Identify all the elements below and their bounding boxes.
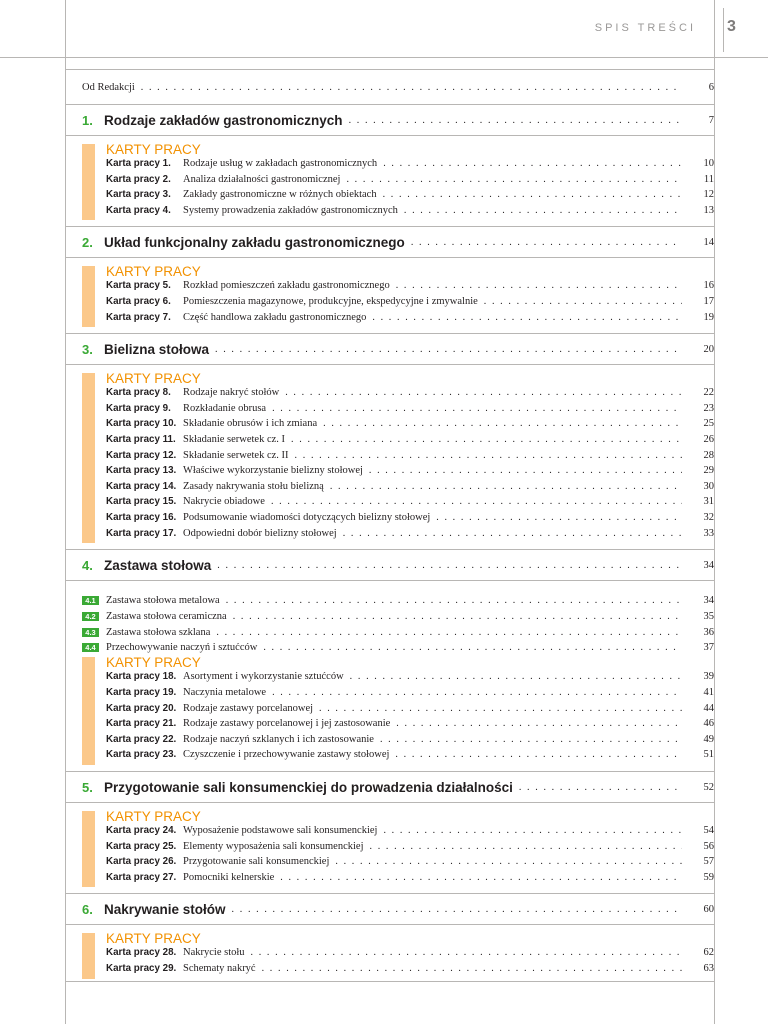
dot-leader: [383, 189, 682, 200]
dot-leader: [404, 205, 682, 216]
worksheet-title: Przygotowanie sali konsumenckiej: [183, 856, 330, 868]
worksheet-entry[interactable]: [106, 403, 714, 419]
karty-group: [106, 931, 714, 978]
dot-leader: [519, 782, 682, 793]
worksheet-label: Karta pracy 19.: [106, 687, 177, 699]
chapter-title: Przygotowanie sali konsumenckiej do prowadzenia działalności: [104, 779, 513, 795]
chapter-content-block: [66, 925, 714, 984]
worksheet-title: Składanie serwetek cz. I: [183, 433, 286, 445]
worksheet-page: 32: [703, 511, 714, 523]
chapter-entry[interactable]: [66, 227, 714, 257]
karty-accent-bar: [82, 266, 95, 327]
worksheet-page: 31: [703, 496, 714, 508]
subsection-page: 35: [703, 610, 714, 622]
dot-leader: [319, 703, 682, 714]
worksheet-label: Karta pracy 7.: [106, 311, 171, 323]
karty-pracy-heading: KARTY PRACY: [106, 371, 201, 387]
worksheet-entry[interactable]: [106, 418, 714, 434]
karty-accent-bar: [82, 144, 95, 220]
chapter-number: 5.: [82, 779, 93, 795]
worksheet-label: Karta pracy 10.: [106, 418, 177, 430]
chapter-title: Bielizna stołowa: [104, 341, 210, 357]
worksheet-label: Karta pracy 13.: [106, 465, 177, 477]
worksheet-page: 16: [703, 280, 714, 292]
dot-leader: [383, 825, 682, 836]
worksheet-entry[interactable]: [106, 481, 714, 497]
dot-leader: [280, 872, 682, 883]
page-number: 3: [727, 18, 736, 35]
karty-accent-bar: [82, 811, 95, 887]
worksheet-page: 63: [703, 963, 714, 974]
worksheet-entry[interactable]: [106, 749, 714, 765]
worksheet-entry[interactable]: [106, 174, 714, 190]
worksheet-label: Karta pracy 26.: [106, 856, 177, 868]
dot-leader: [232, 904, 682, 915]
intro-page: 6: [708, 81, 714, 93]
dot-leader: [350, 671, 682, 682]
worksheet-title: Odpowiedni dobór bielizny stołowej: [183, 527, 337, 539]
worksheet-label: Karta pracy 14.: [106, 480, 177, 492]
worksheet-page: 57: [703, 856, 714, 868]
subsection-title: Przechowywanie naczyń i sztućców: [106, 642, 258, 654]
worksheet-title: Składanie obrusów i ich zmiana: [183, 418, 318, 430]
dot-leader: [370, 841, 683, 852]
worksheet-label: Karta pracy 20.: [106, 702, 177, 714]
worksheet-label: Karta pracy 27.: [106, 871, 177, 883]
dot-leader: [323, 418, 682, 429]
worksheet-page: 33: [703, 527, 714, 539]
dot-leader: [395, 749, 682, 760]
chapter-number: 1.: [82, 112, 93, 128]
worksheet-title: Rodzaje usług w zakładach gastronomicznych: [183, 158, 378, 169]
chapter-entry[interactable]: [66, 894, 714, 924]
worksheet-title: Rodzaje naczyń szklanych i ich zastosowanie: [183, 733, 374, 745]
chapter-content-block: [66, 803, 714, 893]
worksheet-label: Karta pracy 24.: [106, 825, 177, 837]
worksheet-label: Karta pracy 12.: [106, 449, 177, 461]
worksheet-page: 46: [703, 718, 714, 730]
worksheet-page: 51: [703, 749, 714, 761]
worksheet-label: Karta pracy 11.: [106, 433, 176, 445]
worksheet-page: 17: [703, 295, 714, 307]
dot-leader: [251, 947, 682, 958]
dot-leader: [411, 237, 682, 248]
worksheet-entry[interactable]: [106, 496, 714, 512]
dot-leader: [271, 496, 682, 507]
right-margin-rule: [714, 0, 715, 1024]
dot-leader: [372, 312, 682, 323]
worksheet-title: Asortyment i wykorzystanie sztućców: [183, 671, 344, 683]
dot-leader: [226, 595, 682, 606]
karty-group: [106, 264, 714, 327]
worksheet-title: Rodzaje nakryć stołów: [183, 387, 280, 399]
worksheet-entry[interactable]: [106, 296, 714, 312]
chapter-content-block: [66, 136, 714, 226]
worksheet-page: 26: [703, 433, 714, 445]
worksheet-entry[interactable]: [106, 158, 714, 174]
subsection-page: 34: [703, 595, 714, 607]
dot-leader: [369, 465, 682, 476]
karty-pracy-heading: KARTY PRACY: [106, 264, 201, 280]
worksheet-entry[interactable]: [106, 734, 714, 750]
dot-leader: [285, 387, 682, 398]
chapter-number: 2.: [82, 234, 93, 250]
karty-group: [106, 142, 714, 220]
worksheet-title: Pomocniki kelnerskie: [183, 871, 275, 883]
karty-pracy-heading: KARTY PRACY: [106, 809, 201, 825]
subsection-entry[interactable]: [66, 593, 714, 609]
toc-entry-intro[interactable]: [66, 70, 714, 104]
worksheet-label: Karta pracy 4.: [106, 204, 171, 216]
worksheet-entry[interactable]: [106, 205, 714, 221]
worksheet-label: Karta pracy 3.: [106, 189, 171, 201]
worksheet-title: Część handlowa zakładu gastronomicznego: [183, 311, 367, 323]
karty-group: [106, 371, 714, 543]
worksheet-page: 12: [703, 189, 714, 201]
worksheet-page: 41: [703, 687, 714, 699]
worksheet-page: 44: [703, 702, 714, 714]
chapter-page: 60: [703, 903, 714, 915]
worksheet-entry[interactable]: [106, 872, 714, 888]
worksheet-label: Karta pracy 28.: [106, 947, 177, 959]
dot-leader: [215, 344, 682, 355]
chapter-number: 4.: [82, 557, 93, 573]
subsection-page: 37: [703, 642, 714, 654]
subsection-entry[interactable]: [66, 640, 714, 656]
subsection-title: Zastawa stołowa ceramiczna: [106, 610, 227, 622]
chapter-entry[interactable]: [66, 772, 714, 802]
dot-leader: [295, 450, 682, 461]
worksheet-entry[interactable]: [106, 189, 714, 205]
worksheet-page: 13: [703, 204, 714, 216]
section-title: SPIS TREŚCI: [594, 22, 696, 34]
worksheet-page: 54: [703, 825, 714, 837]
worksheet-label: Karta pracy 29.: [106, 963, 177, 974]
worksheet-label: Karta pracy 9.: [106, 402, 171, 414]
worksheet-label: Karta pracy 15.: [106, 496, 177, 508]
subsection-title: Zastawa stołowa metalowa: [106, 595, 220, 607]
worksheet-entry[interactable]: [106, 947, 714, 963]
worksheet-title: Systemy prowadzenia zakładów gastronomicznych: [183, 204, 398, 216]
table-of-contents: [66, 69, 714, 985]
worksheet-label: Karta pracy 16.: [106, 511, 177, 523]
worksheet-title: Składanie serwetek cz. II: [183, 449, 289, 461]
chapter-number: 3.: [82, 341, 93, 357]
worksheet-page: 30: [703, 480, 714, 492]
subsection-badge: 4.2: [82, 612, 99, 621]
worksheet-entry[interactable]: [106, 963, 714, 979]
chapter-entry[interactable]: [66, 334, 714, 364]
dot-leader: [380, 734, 682, 745]
chapter-title: Zastawa stołowa: [104, 557, 212, 573]
chapter-content-block: [66, 581, 714, 771]
worksheet-title: Zasady nakrywania stołu bielizną: [183, 480, 324, 492]
karty-group: [106, 655, 714, 765]
chapter-entry[interactable]: [66, 105, 714, 135]
chapter-page: 14: [703, 236, 714, 248]
dot-leader: [330, 481, 682, 492]
worksheet-title: Właściwe wykorzystanie bielizny stołowej: [183, 465, 363, 477]
chapter-entry[interactable]: [66, 550, 714, 580]
worksheet-entry[interactable]: [106, 512, 714, 528]
chapter-title: Nakrywanie stołów: [104, 901, 226, 917]
dot-leader: [396, 280, 682, 291]
dot-leader: [436, 512, 682, 523]
worksheet-entry[interactable]: [106, 718, 714, 734]
worksheet-label: Karta pracy 17.: [106, 527, 177, 539]
header-divider: [723, 8, 724, 52]
worksheet-label: Karta pracy 5.: [106, 280, 171, 292]
karty-pracy-heading: KARTY PRACY: [106, 142, 201, 157]
dot-leader: [343, 528, 682, 539]
worksheet-title: Zakłady gastronomiczne w różnych obiektach: [183, 189, 377, 201]
worksheet-title: Analiza działalności gastronomicznej: [183, 173, 341, 185]
worksheet-page: 29: [703, 465, 714, 477]
worksheet-title: Elementy wyposażenia sali konsumenckiej: [183, 840, 364, 852]
worksheet-entry[interactable]: [106, 841, 714, 857]
dot-leader: [233, 611, 682, 622]
subsection-page: 36: [703, 626, 714, 638]
worksheet-page: 10: [703, 158, 714, 169]
karty-accent-bar: [82, 933, 95, 978]
dot-leader: [346, 174, 682, 185]
subsection-badge: 4.4: [82, 643, 99, 652]
dot-leader: [383, 158, 682, 169]
chapter-number: 6.: [82, 901, 93, 917]
worksheet-entry[interactable]: [106, 856, 714, 872]
worksheet-title: Rozkładanie obrusa: [183, 402, 267, 414]
dot-leader: [272, 403, 682, 414]
dot-leader: [216, 627, 682, 638]
worksheet-entry[interactable]: [106, 450, 714, 466]
worksheet-label: Karta pracy 8.: [106, 387, 171, 399]
dot-leader: [484, 296, 682, 307]
worksheet-page: 62: [703, 947, 714, 959]
worksheet-entry[interactable]: [106, 825, 714, 841]
intro-title: Od Redakcji: [82, 81, 135, 93]
worksheet-label: Karta pracy 1.: [106, 158, 171, 169]
subsection-list: [66, 587, 714, 655]
worksheet-page: 39: [703, 671, 714, 683]
chapter-page: 34: [703, 559, 714, 571]
worksheet-title: Schematy nakryć: [183, 963, 256, 974]
worksheet-label: Karta pracy 2.: [106, 173, 171, 185]
chapter-title: Rodzaje zakładów gastronomicznych: [104, 112, 343, 128]
worksheet-title: Podsumowanie wiadomości dotyczących bielizny stołowej: [183, 511, 431, 523]
subsection-badge: 4.1: [82, 596, 99, 605]
subsection-entry[interactable]: [66, 609, 714, 625]
karty-group: [106, 809, 714, 887]
worksheet-entry[interactable]: [106, 687, 714, 703]
karty-pracy-heading: KARTY PRACY: [106, 931, 201, 947]
subsection-title: Zastawa stołowa szklana: [106, 626, 211, 638]
dot-leader: [291, 434, 682, 445]
chapter-content-block: [66, 258, 714, 333]
subsection-badge: 4.3: [82, 628, 99, 637]
worksheet-label: Karta pracy 23.: [106, 749, 177, 761]
worksheet-title: Nakrycie stołu: [183, 947, 245, 959]
chapter-content-block: [66, 365, 714, 549]
dot-leader: [263, 642, 682, 653]
worksheet-title: Rodzaje zastawy porcelanowej: [183, 702, 314, 714]
worksheet-label: Karta pracy 6.: [106, 295, 171, 307]
worksheet-page: 11: [703, 173, 714, 185]
chapter-title: Układ funkcjonalny zakładu gastronomicznego: [104, 234, 405, 250]
worksheet-page: 19: [703, 311, 714, 323]
dot-leader: [335, 856, 682, 867]
worksheet-label: Karta pracy 25.: [106, 840, 177, 852]
dot-leader: [349, 115, 682, 126]
worksheet-page: 56: [703, 840, 714, 852]
worksheet-page: 25: [703, 418, 714, 430]
worksheet-entry[interactable]: [106, 387, 714, 403]
worksheet-entry[interactable]: [106, 434, 714, 450]
worksheet-label: Karta pracy 21.: [106, 718, 177, 730]
worksheet-page: 59: [703, 871, 714, 883]
worksheet-entry[interactable]: [106, 528, 714, 544]
chapter-page: 52: [703, 781, 714, 793]
chapter-page: 20: [703, 343, 714, 355]
karty-accent-bar: [82, 373, 95, 543]
worksheet-page: 28: [703, 449, 714, 461]
worksheet-title: Rodzaje zastawy porcelanowej i jej zastosowanie: [183, 718, 391, 730]
karty-pracy-heading: KARTY PRACY: [106, 655, 201, 671]
dot-leader: [262, 963, 682, 974]
worksheet-title: Naczynia metalowe: [183, 687, 267, 699]
dot-leader: [396, 718, 682, 729]
dot-leader: [217, 560, 682, 571]
dot-leader: [141, 82, 682, 93]
worksheet-entry[interactable]: [106, 671, 714, 687]
worksheet-label: Karta pracy 22.: [106, 733, 177, 745]
worksheet-title: Nakrycie obiadowe: [183, 496, 265, 508]
chapter-page: 7: [708, 114, 714, 126]
header-rule: [0, 57, 768, 58]
worksheet-title: Pomieszczenia magazynowe, produkcyjne, ekspedycyjne i zmywalnie: [183, 295, 478, 307]
worksheet-title: Czyszczenie i przechowywanie zastawy stołowej: [183, 749, 390, 761]
worksheet-page: 22: [703, 387, 714, 399]
worksheet-entry[interactable]: [106, 465, 714, 481]
worksheet-page: 23: [703, 402, 714, 414]
worksheet-entry[interactable]: [106, 312, 714, 328]
worksheet-label: Karta pracy 18.: [106, 671, 177, 683]
worksheet-entry[interactable]: [106, 703, 714, 719]
subsection-entry[interactable]: [66, 624, 714, 640]
worksheet-entry[interactable]: [106, 280, 714, 296]
worksheet-page: 49: [703, 733, 714, 745]
worksheet-title: Wyposażenie podstawowe sali konsumenckiej: [183, 825, 378, 837]
karty-accent-bar: [82, 657, 95, 765]
worksheet-title: Rozkład pomieszczeń zakładu gastronomicznego: [183, 280, 390, 292]
dot-leader: [272, 687, 682, 698]
